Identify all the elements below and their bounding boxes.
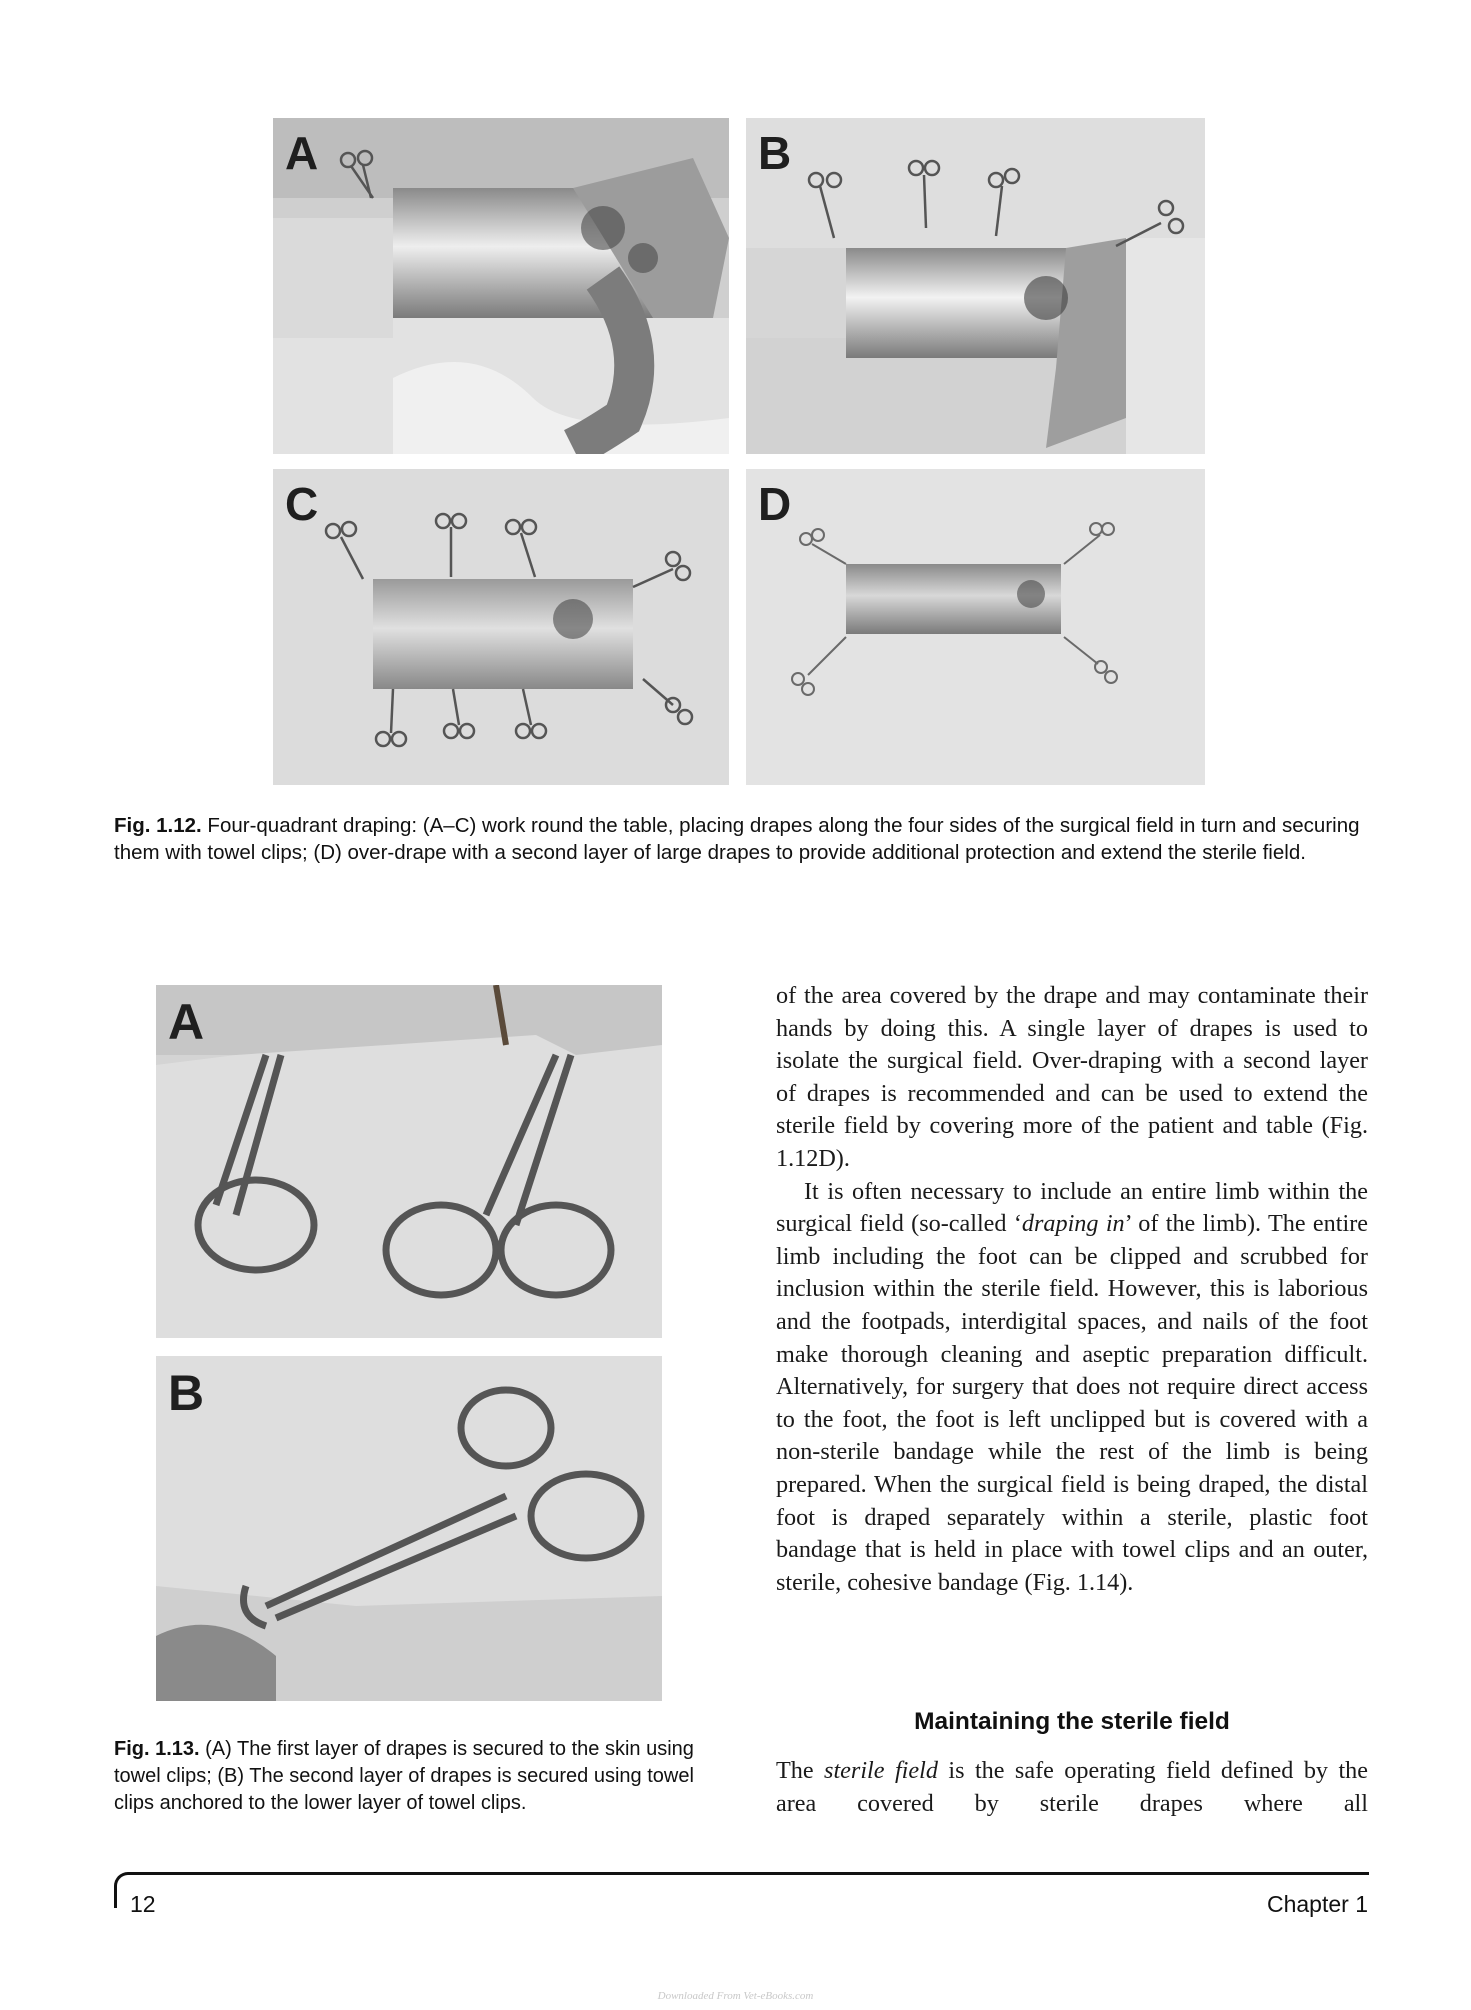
surgical-draping-photo-a <box>273 118 729 454</box>
section-heading: Maintaining the sterile field <box>914 1708 1230 1735</box>
panel-letter-d: D <box>758 478 792 530</box>
figure-1-12-caption <box>114 812 1372 866</box>
panel-letter-a-1-13: A <box>168 994 205 1050</box>
download-watermark: Downloaded From Vet-eBooks.com <box>657 1990 814 2002</box>
body-text-column <box>776 980 1368 1599</box>
panel-letter-c: C <box>285 478 319 530</box>
page-number: 12 <box>130 1891 156 1917</box>
body-paragraph-3-emphasis: sterile field <box>824 1757 938 1784</box>
body-paragraph-2 <box>776 1176 1368 1600</box>
figure-1-12-caption-label: Fig. 1.12. <box>114 814 202 837</box>
body-paragraph-3-start: The <box>776 1757 825 1784</box>
surgical-draping-photo-b <box>746 118 1205 454</box>
footer-rule <box>114 1872 1369 1908</box>
body-paragraph-2-start: It is often necessary to include an entire limb within the surgical field (so-called ‘ <box>776 1177 1368 1238</box>
body-paragraph-3-end: is the safe operating field defined by the area covered by sterile drapes where all <box>776 1757 1368 1817</box>
surgical-draping-photo-d <box>746 469 1205 785</box>
surgical-draping-photo-c <box>273 469 729 785</box>
towel-clip-anchored-photo <box>156 1356 662 1701</box>
panel-letter-a: A <box>285 127 319 179</box>
body-paragraph-2-emphasis: draping in <box>1021 1210 1125 1238</box>
figure-1-13-caption <box>114 1736 706 1817</box>
panel-letter-b: B <box>758 127 792 179</box>
figure-1-13-caption-label: Fig. 1.13. <box>114 1738 200 1760</box>
body-paragraph-2-end: ’ of the limb). The entire limb including the foot can be clipped and scrubbed for inclusion within the sterile field. However, this is laborious and the footpads, interdigital spaces, and nails of the foot make thorough cleaning and aseptic preparation difficult. Alternatively, for surgery that does not require direct access to the foot, the foot is left unclipped but is covered with a non-sterile bandage while the rest of the limb is being prepared. When the surgical field is being draped, the distal foot is draped separately within a sterile, plastic foot bandage that is held in place with towel clips and an outer, sterile, cohesive bandage (Fig. 1.14). <box>776 1210 1368 1596</box>
side-watermark <box>2 300 22 420</box>
chapter-label: Chapter 1 <box>1266 1891 1368 1917</box>
panel-letter-b-1-13: B <box>168 1365 205 1421</box>
body-paragraph-1: of the area covered by the drape and may contaminate their hands by doing this. A single layer of drapes is used to isolate the surgical field. Over-draping with a second layer of drapes is recommended and can be used to extend the sterile field by covering more of the patient and table (Fig. 1.12D). <box>776 982 1368 1172</box>
figure-1-12-caption-text: Four-quadrant draping: (A–C) work round the table, placing drapes along the four sides of the surgical field in turn and securing them with towel clips; (D) over-drape with a second layer of large drapes to provide additional protection and extend the sterile field. <box>114 814 1360 864</box>
body-paragraph-3 <box>776 1755 1368 1820</box>
figure-1-13-caption-text: (A) The first layer of drapes is secured to the skin using towel clips; (B) The second layer of drapes is secured using towel clips anchored to the lower layer of towel clips. <box>114 1738 694 1814</box>
towel-clip-skin-photo <box>156 985 662 1338</box>
